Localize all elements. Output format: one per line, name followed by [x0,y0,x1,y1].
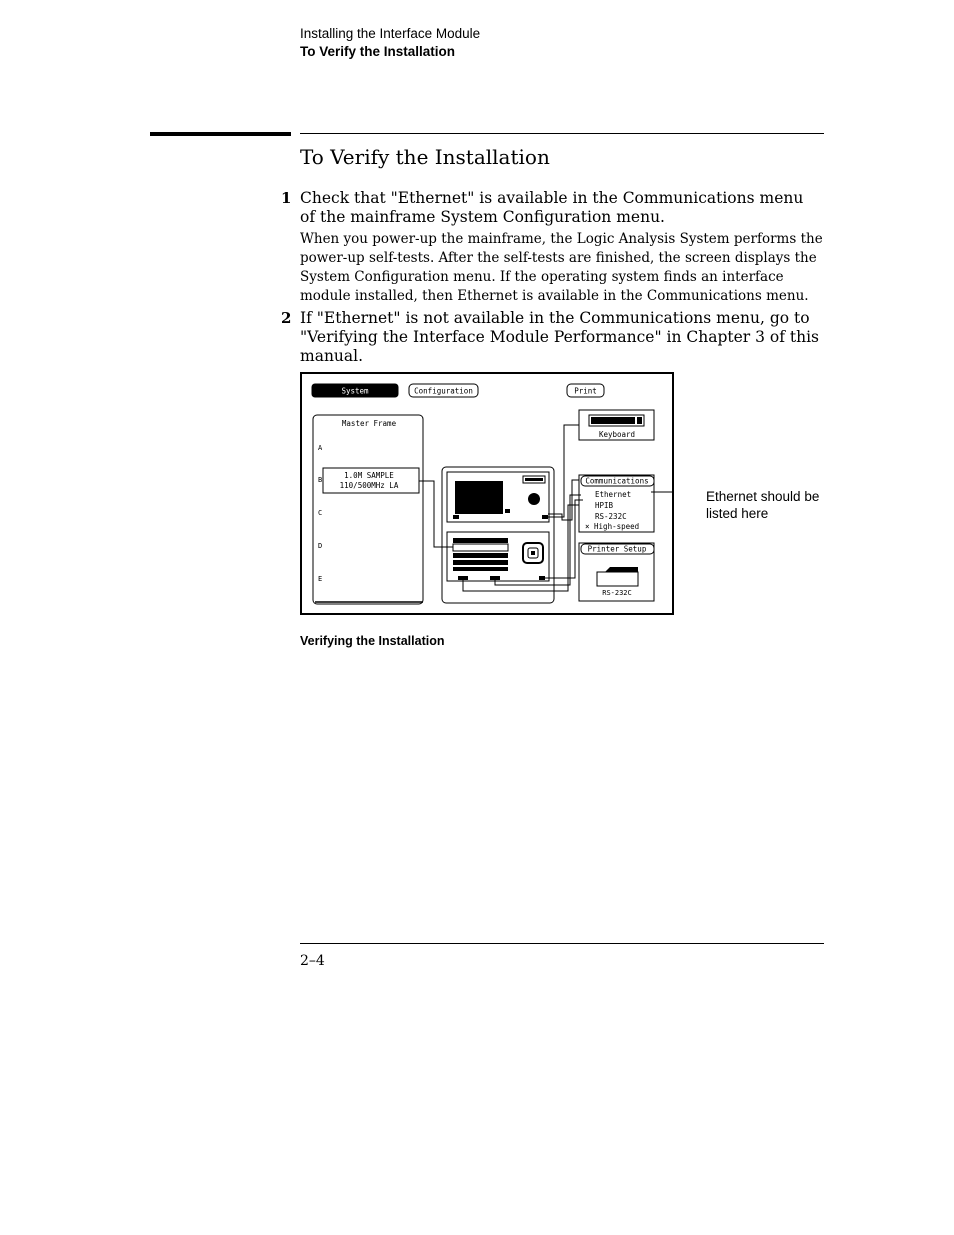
mainframe-screen [455,481,503,514]
configuration-button[interactable] [409,384,478,397]
printer-setup-panel[interactable] [579,543,654,601]
figure-caption: Verifying the Installation [300,634,445,648]
page-heading: To Verify the Installation [300,145,550,169]
slot-a-label: A [318,444,323,452]
print-button[interactable] [567,384,604,397]
printer-port-label: RS-232C [602,589,632,597]
slot-d-label: D [318,542,323,550]
comm-item-high-speed[interactable]: × High-speed [585,522,640,531]
step-1-text: Check that "Ethernet" is available in the Communications menu of the mainframe System Configuration menu. [300,189,804,226]
keyboard-label: Keyboard [598,430,636,439]
mainframe-knob [528,493,540,505]
step-2-text: If "Ethernet" is not available in the Communications menu, go to "Verifying the Interface Module Performance" in Chapter 3 of this manual. [300,309,820,365]
heading-rule-thin [300,133,824,134]
running-header [300,25,480,61]
step-1-number: 1 [281,189,292,207]
slot-c-label: C [318,509,323,517]
heading-rule-thick [150,132,291,136]
chapter-title: Installing the Interface Module [300,26,481,41]
system-configuration-figure [300,372,674,615]
communications-title: Communications [585,476,649,486]
printer-setup-title: Printer Setup [587,544,647,554]
master-frame-panel [313,415,423,604]
page-number: 2–4 [300,953,325,969]
comm-item-ethernet[interactable]: Ethernet [595,490,632,499]
svg-text:Print: Print [574,386,597,396]
section-title: To Verify the Installation [300,44,456,59]
ethernet-callout: Ethernet should be listed here [706,489,820,521]
slot-e-label: E [318,575,323,583]
communications-panel[interactable] [579,475,654,532]
svg-text:1.0M SAMPLE: 1.0M SAMPLE [344,471,394,480]
step-2-number: 2 [281,309,292,327]
step-1-note: When you power-up the mainframe, the Logic Analysis System performs the power-up self-tests. After the self-tests are finished, the screen displays the System Configuration menu. If the operating system finds an interface module installed, then Ethernet is available in the Communications menu. [300,231,823,304]
comm-item-rs232c[interactable]: RS-232C [595,512,627,521]
printer-icon [605,567,638,572]
system-button[interactable] [312,384,398,397]
svg-text:Configuration: Configuration [414,386,473,396]
mainframe-illustration [442,467,554,603]
keyboard-panel[interactable] [579,410,654,440]
slot-b-label: B [318,476,323,484]
master-frame-title: Master Frame [341,419,397,428]
la-module-slot-b[interactable] [323,468,419,493]
svg-text:110/500MHz LA: 110/500MHz LA [339,481,399,490]
comm-item-hpib[interactable]: HPIB [595,501,614,510]
svg-text:System: System [341,386,369,396]
footer-rule [300,943,824,944]
